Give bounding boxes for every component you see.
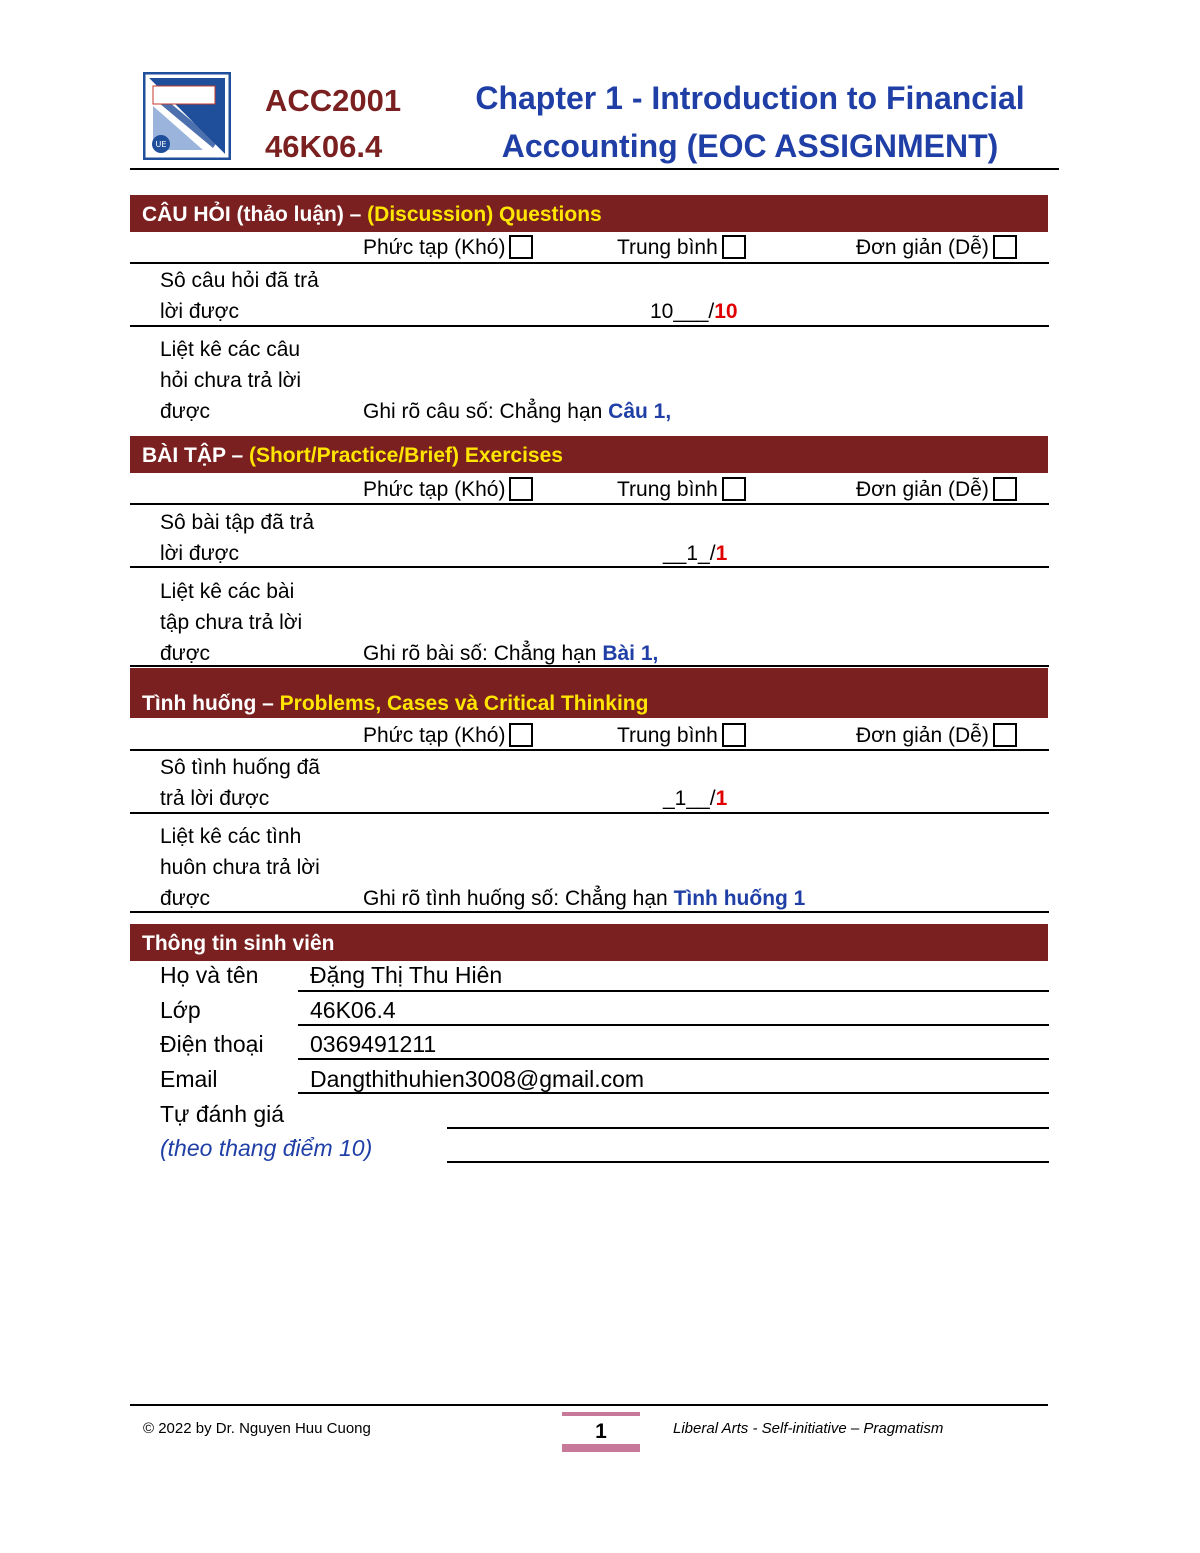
label-line: Liệt kê các câu	[160, 338, 301, 361]
answered-total: 1	[715, 787, 728, 810]
questions-unanswered-label	[160, 334, 301, 427]
email-field[interactable]: Dangthithuhien3008@gmail.com	[310, 1066, 645, 1092]
divider	[130, 665, 1049, 667]
label-line: Liệt kê các bài	[160, 580, 295, 603]
difficulty-hard-label: Phức tạp (Khó)	[363, 236, 506, 259]
logo-emblem-icon	[143, 72, 231, 160]
course-code: ACC2001	[265, 83, 402, 118]
label-line: Liệt kê các tình	[160, 825, 302, 848]
phone-underline	[298, 1058, 1049, 1060]
difficulty-easy-label: Đơn giản (Dễ)	[856, 478, 989, 501]
difficulty-hard-checkbox[interactable]	[509, 723, 533, 747]
label-line: tập chưa trả lời	[160, 611, 303, 634]
name-field[interactable]: Đặng Thị Thu Hiên	[310, 962, 503, 988]
label-line: Sô câu hỏi đã trả	[160, 269, 319, 292]
course-code-block	[265, 78, 401, 170]
difficulty-easy-checkbox[interactable]	[993, 723, 1017, 747]
class-field[interactable]: 46K06.4	[310, 997, 396, 1023]
difficulty-hard-checkbox[interactable]	[509, 477, 533, 501]
self-eval-line-2[interactable]	[447, 1161, 1049, 1163]
scale-note: (theo thang điểm 10)	[160, 1135, 373, 1161]
email-label: Email	[160, 1066, 218, 1092]
class-underline	[298, 1024, 1049, 1026]
university-logo	[143, 72, 231, 160]
label-line: lời được	[160, 300, 239, 323]
difficulty-medium-label: Trung bình	[617, 724, 718, 747]
difficulty-medium-checkbox[interactable]	[722, 477, 746, 501]
cases-section-bar	[130, 668, 1048, 718]
difficulty-medium-label: Trung bình	[617, 236, 718, 259]
page-number: 1	[595, 1420, 607, 1443]
label-line: trả lời được	[160, 787, 270, 810]
phone-field[interactable]: 0369491211	[310, 1031, 437, 1057]
label-line: huôn chưa trả lời	[160, 856, 320, 879]
difficulty-easy-checkbox[interactable]	[993, 477, 1017, 501]
footer-copyright: © 2022 by Dr. Nguyen Huu Cuong	[143, 1420, 371, 1437]
label-line: lời được	[160, 542, 239, 565]
divider	[130, 503, 1049, 505]
cases-difficulty-medium	[617, 720, 746, 751]
label-line: hỏi chưa trả lời	[160, 369, 302, 392]
divider	[130, 749, 1049, 751]
page-tab-top-band	[562, 1412, 640, 1416]
answered-total: 1	[715, 542, 728, 565]
note-prefix: Ghi rõ bài số: Chẳng hạn	[363, 642, 603, 665]
exercises-unanswered-label	[160, 576, 302, 669]
divider	[130, 262, 1049, 264]
questions-answered-label	[160, 265, 319, 327]
exercises-difficulty-hard	[363, 474, 533, 505]
self-eval-line-1[interactable]	[447, 1127, 1049, 1129]
page-tab-bottom-band	[562, 1444, 640, 1452]
self-eval-label: Tự đánh giá	[160, 1101, 285, 1127]
cases-answered-count	[663, 783, 727, 814]
questions-difficulty-easy	[856, 232, 1017, 263]
questions-bar-highlight: (Discussion) Questions	[367, 203, 602, 226]
footer-divider	[130, 1404, 1048, 1406]
header-divider	[130, 168, 1059, 170]
exercises-bar-highlight: (Short/Practice/Brief) Exercises	[248, 444, 563, 467]
questions-difficulty-hard	[363, 232, 533, 263]
cases-difficulty-easy	[856, 720, 1017, 751]
questions-bar-prefix: CÂU HỎI (thảo luận) –	[142, 203, 368, 226]
difficulty-medium-checkbox[interactable]	[722, 723, 746, 747]
note-prefix: Ghi rõ câu số: Chẳng hạn	[363, 400, 609, 423]
cases-difficulty-hard	[363, 720, 533, 751]
divider	[130, 325, 1049, 327]
note-prefix: Ghi rõ tình huống số: Chẳng hạn	[363, 887, 674, 910]
difficulty-easy-label: Đơn giản (Dễ)	[856, 724, 989, 747]
student-section-bar	[130, 924, 1048, 961]
exercises-difficulty-medium	[617, 474, 746, 505]
cases-unanswered-note	[363, 883, 805, 914]
footer-motto: Liberal Arts - Self-initiative – Pragmatism	[673, 1420, 944, 1437]
questions-answered-count	[650, 296, 738, 327]
note-example: Tình huống 1	[673, 887, 806, 910]
class-label: Lớp	[160, 997, 201, 1023]
exercises-section-bar	[130, 436, 1048, 473]
exercises-bar-prefix: BÀI TẬP –	[142, 444, 249, 467]
note-example: Bài 1,	[602, 642, 659, 665]
note-example: Câu 1,	[608, 400, 672, 423]
questions-difficulty-medium	[617, 232, 746, 263]
label-line: Sô tình huống đã	[160, 756, 320, 779]
difficulty-medium-checkbox[interactable]	[722, 235, 746, 259]
label-line: được	[160, 642, 211, 665]
answered-total: 10	[714, 300, 738, 323]
title-line-2: Accounting (EOC ASSIGNMENT)	[501, 128, 999, 164]
questions-section-bar	[130, 195, 1048, 232]
answered-value: __1_/	[663, 542, 716, 565]
class-code: 46K06.4	[265, 129, 383, 164]
difficulty-easy-label: Đơn giản (Dễ)	[856, 236, 989, 259]
cases-answered-label	[160, 752, 320, 814]
divider	[130, 812, 1049, 814]
answered-value: _1__/	[663, 787, 716, 810]
student-bar-title: Thông tin sinh viên	[142, 932, 335, 955]
phone-label: Điện thoại	[160, 1031, 264, 1057]
name-underline	[298, 990, 1049, 992]
document-title	[440, 74, 1060, 170]
label-line: Sô bài tập đã trả	[160, 511, 315, 534]
difficulty-hard-label: Phức tạp (Khó)	[363, 724, 506, 747]
cases-bar-highlight: Problems, Cases và Critical Thinking	[279, 692, 649, 715]
difficulty-easy-checkbox[interactable]	[993, 235, 1017, 259]
name-label: Họ và tên	[160, 962, 259, 988]
difficulty-hard-label: Phức tạp (Khó)	[363, 478, 506, 501]
answered-value: 10___/	[650, 300, 715, 323]
label-line: được	[160, 887, 211, 910]
divider	[130, 911, 1049, 913]
svg-text:UE: UE	[155, 140, 167, 149]
divider	[130, 566, 1049, 568]
email-underline	[298, 1092, 1049, 1094]
label-line: được	[160, 400, 211, 423]
title-line-1: Chapter 1 - Introduction to Financial	[475, 80, 1025, 116]
exercises-answered-label	[160, 507, 314, 569]
page-number-tab	[562, 1412, 640, 1452]
difficulty-medium-label: Trung bình	[617, 478, 718, 501]
exercises-difficulty-easy	[856, 474, 1017, 505]
exercises-answered-count	[663, 538, 727, 569]
questions-unanswered-note	[363, 396, 671, 427]
difficulty-hard-checkbox[interactable]	[509, 235, 533, 259]
cases-unanswered-label	[160, 821, 320, 914]
cases-bar-prefix: Tình huống –	[142, 692, 280, 715]
